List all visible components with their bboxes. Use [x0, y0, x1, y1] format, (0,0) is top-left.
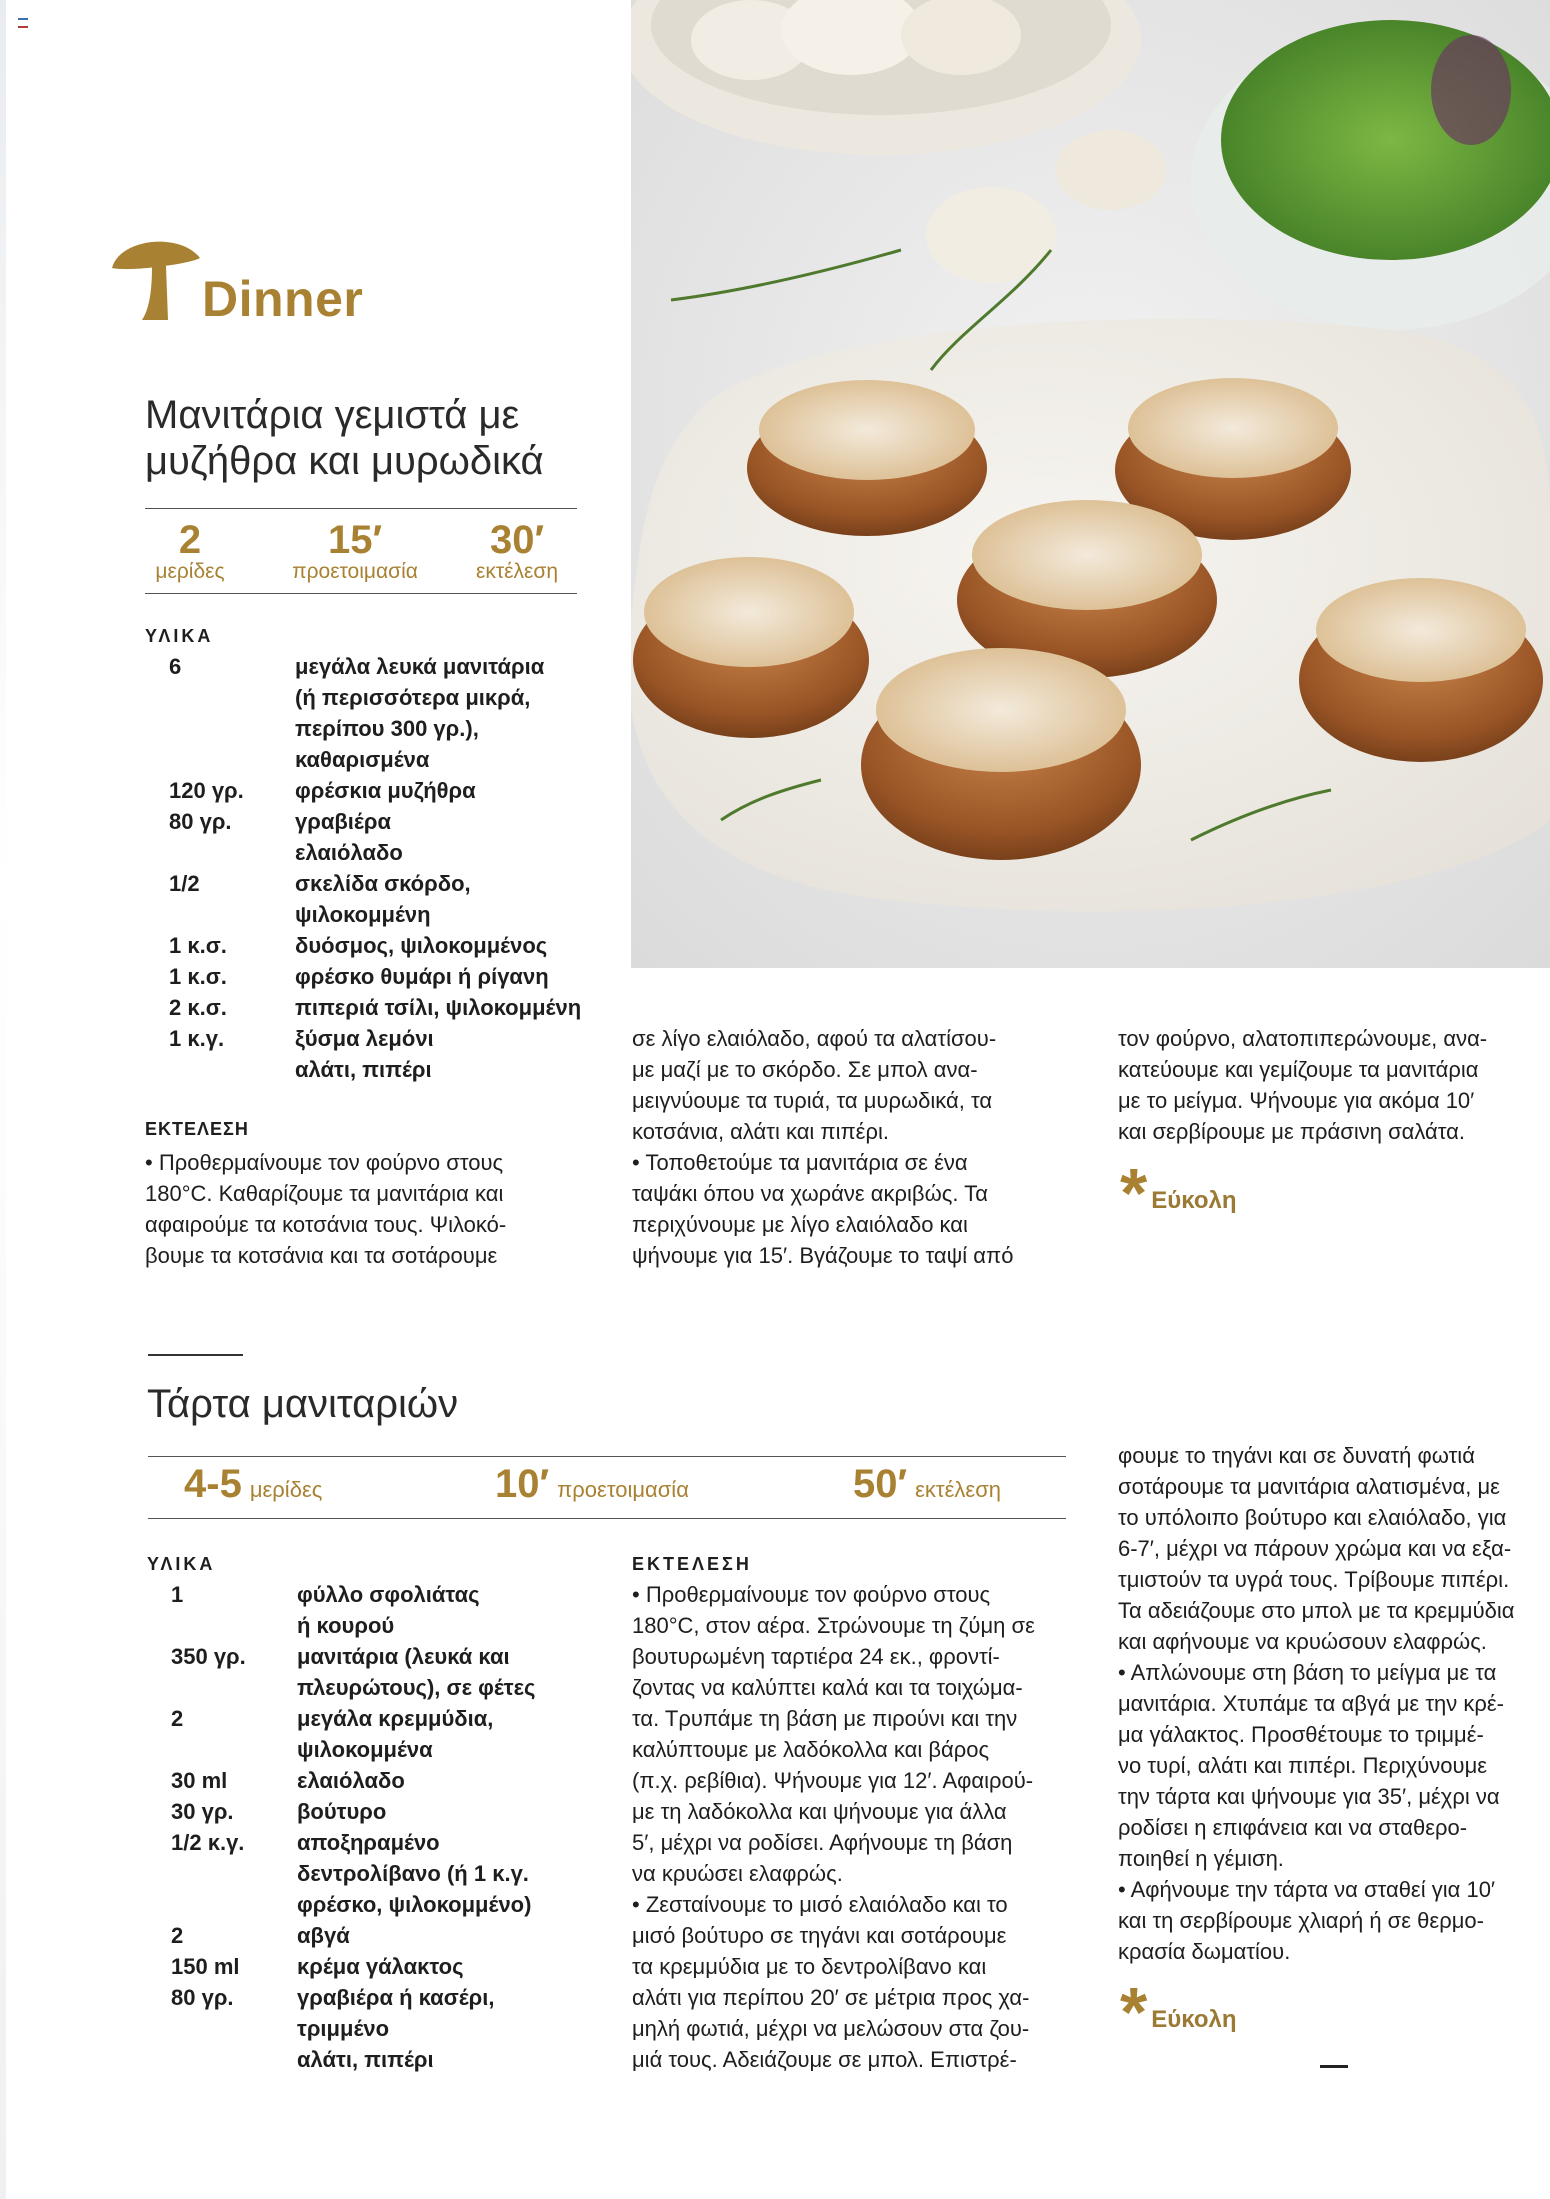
- ingredient-qty: [145, 713, 295, 744]
- ingredient-row: [147, 1889, 587, 1920]
- text-line: μειγνύουμε τα τυριά, τα μυρωδικά, τα: [632, 1088, 993, 1113]
- ingredient-row: [145, 837, 585, 868]
- text-line: τον φούρνο, αλατοπιπερώνουμε, ανα-: [1118, 1026, 1488, 1051]
- ingredient-qty: [147, 1858, 297, 1889]
- text-line: την τάρτα και ψήνουμε για 35′, μέχρι να: [1118, 1784, 1500, 1809]
- ingredient-qty: 150 ml: [171, 1954, 240, 1979]
- ingredient-item: αβγά: [297, 1923, 350, 1948]
- ingredient-row: [147, 1610, 587, 1641]
- ingredient-item: περίπου 300 γρ.),: [295, 716, 479, 741]
- ingredient-item: μεγάλα κρεμμύδια,: [297, 1706, 494, 1731]
- ingredient-qty: 120 γρ.: [169, 778, 244, 803]
- text-line: με τη λαδόκολλα και ψήνουμε για άλλα: [632, 1799, 1007, 1824]
- ingredient-row: [147, 1951, 587, 1982]
- ingredient-qty: 2: [171, 1706, 184, 1731]
- ingredient-item: πλευρώτους), σε φέτες: [297, 1675, 536, 1700]
- text-line: να κρυώσει ελαφρώς.: [632, 1861, 843, 1886]
- stat-label: προετοιμασία: [557, 1477, 689, 1502]
- stat-value: 4-5: [184, 1462, 242, 1506]
- recipe1-stat-cook: [457, 520, 577, 584]
- ingredient-row: [147, 1703, 587, 1734]
- ingredient-row: [145, 930, 585, 961]
- text-line: • Ζεσταίνουμε το μισό ελαιόλαδο και το: [632, 1892, 1008, 1917]
- ingredient-qty: [147, 2013, 297, 2044]
- ingredient-row: [147, 1796, 587, 1827]
- ingredient-row: [147, 1858, 587, 1889]
- text-line: μα γάλακτος. Προσθέτουμε το τριμμέ-: [1118, 1722, 1484, 1747]
- ingredient-row: [145, 961, 585, 992]
- ingredient-item: τριμμένο: [297, 2016, 390, 2041]
- ingredient-row: [145, 682, 585, 713]
- difficulty-label: Εύκολη: [1151, 2006, 1237, 2033]
- text-line: 180°C, στον αέρα. Στρώνουμε τη ζύμη σε: [632, 1613, 1035, 1638]
- stat-value: 50′: [853, 1462, 908, 1506]
- text-line: μισό βούτυρο σε τηγάνι και σοτάρουμε: [632, 1923, 1007, 1948]
- text-line: σε λίγο ελαιόλαδο, αφού τα αλατίσου-: [632, 1026, 997, 1051]
- ingredient-qty: 1 κ.γ.: [169, 1026, 225, 1051]
- ingredient-row: [145, 992, 585, 1023]
- text-line: 180°C. Καθαρίζουμε τα μανιτάρια και: [145, 1181, 504, 1206]
- ingredient-row: [145, 899, 585, 930]
- text-line: • Προθερμαίνουμε τον φούρνο στους: [632, 1582, 991, 1607]
- ingredient-item: φρέσκο θυμάρι ή ρίγανη: [295, 964, 549, 989]
- stat-label: εκτέλεση: [475, 560, 559, 583]
- recipe2-stat-prep: [495, 1462, 689, 1507]
- section-label: Dinner: [202, 271, 364, 327]
- mushroom-5: [1299, 578, 1543, 762]
- ingredient-qty: [145, 899, 295, 930]
- recipe1-title-line1: Μανιτάρια γεμιστά με: [145, 393, 520, 437]
- text-line: (π.χ. ρεβίθια). Ψήνουμε για 12′. Αφαιρού-: [632, 1768, 1034, 1793]
- text-line: και τη σερβίρουμε χλιαρή ή σε θερμο-: [1118, 1908, 1484, 1933]
- ingredient-qty: [147, 2044, 297, 2075]
- recipe1-title-line2: μυζήθρα και μυρωδικά: [145, 439, 544, 483]
- recipe1-difficulty-badge: [1120, 1154, 1237, 1232]
- ingredient-item: κρέμα γάλακτος: [297, 1954, 464, 1979]
- ingredient-item: μεγάλα λευκά μανιτάρια: [295, 654, 545, 679]
- stat-value: 10′: [495, 1462, 550, 1506]
- text-line: Τα αδειάζουμε στο μπολ με τα κρεμμύδια: [1118, 1598, 1515, 1623]
- ingredient-row: [147, 1579, 587, 1610]
- text-line: ταψάκι όπου να χωράνε ακριβώς. Τα: [632, 1181, 988, 1206]
- ingredient-row: [145, 1023, 585, 1054]
- ingredient-item: φρέσκο, ψιλοκομμένο): [297, 1892, 532, 1917]
- recipe2-method-col2: [632, 1579, 1092, 2075]
- text-line: • Τοποθετούμε τα μανιτάρια σε ένα: [632, 1150, 968, 1175]
- text-line: • Απλώνουμε στη βάση το μείγμα με τα: [1118, 1660, 1497, 1685]
- text-line: • Αφήνουμε την τάρτα να σταθεί για 10′: [1118, 1877, 1496, 1902]
- stuffed-mushrooms-photo: [631, 0, 1550, 968]
- recipe2-rule-bottom: [148, 1518, 1066, 1519]
- asterisk-icon: *: [1120, 1154, 1148, 1232]
- recipe1-stat-servings: [145, 520, 235, 584]
- ingredient-qty: 30 γρ.: [171, 1799, 234, 1824]
- ingredient-row: [145, 713, 585, 744]
- ingredient-row: [147, 1734, 587, 1765]
- text-line: κρασία δωματίου.: [1118, 1939, 1291, 1964]
- recipe1-ingredients-heading: ΥΛΙΚΑ: [145, 626, 214, 646]
- ingredient-row: [147, 1672, 587, 1703]
- text-line: 6-7′, μέχρι να πάρουν χρώμα και να εξα-: [1118, 1536, 1512, 1561]
- ingredient-row: [147, 1641, 587, 1672]
- ingredient-qty: [145, 682, 295, 713]
- ingredient-qty: [147, 1610, 297, 1641]
- recipe1-stats: [145, 518, 577, 583]
- recipe2-title-accent-line: [148, 1354, 243, 1356]
- ingredient-row: [147, 1765, 587, 1796]
- ingredient-item: αλάτι, πιπέρι: [295, 1057, 432, 1082]
- recipe1-ingredients: [145, 651, 585, 1085]
- text-line: με το μείγμα. Ψήνουμε για ακόμα 10′: [1118, 1088, 1475, 1113]
- ingredient-qty: 350 γρ.: [171, 1644, 246, 1669]
- text-line: κοτσάνια, αλάτι και πιπέρι.: [632, 1119, 889, 1144]
- ingredient-item: πιπεριά τσίλι, ψιλοκομμένη: [295, 995, 582, 1020]
- ingredient-item: ελαιόλαδο: [297, 1768, 405, 1793]
- text-line: τμιστούν τα υγρά τους. Τρίβουμε πιπέρι.: [1118, 1567, 1510, 1592]
- ingredient-row: [145, 806, 585, 837]
- text-line: με μαζί με το σκόρδο. Σε μπολ ανα-: [632, 1057, 978, 1082]
- stat-value: 2: [178, 518, 202, 562]
- recipe2-difficulty-badge: [1120, 1973, 1237, 2051]
- text-line: φουμε το τηγάνι και σε δυνατή φωτιά: [1118, 1443, 1475, 1468]
- recipe2-rule-top: [148, 1456, 1066, 1457]
- text-line: ζοντας να καλύπτει καλά και τα τοιχώμα-: [632, 1675, 1023, 1700]
- text-line: μηλή φωτιά, μέχρι να μελώσουν στα ζου-: [632, 2016, 1030, 2041]
- dinner-logo: [110, 228, 430, 328]
- ingredient-qty: [147, 1889, 297, 1920]
- stat-value: 30′: [489, 518, 545, 562]
- ingredient-item: γραβιέρα: [295, 809, 391, 834]
- stat-label: μερίδες: [249, 1477, 323, 1502]
- text-line: • Προθερμαίνουμε τον φούρνο στους: [145, 1150, 504, 1175]
- text-line: κατεύουμε και γεμίζουμε τα μανιτάρια: [1118, 1057, 1479, 1082]
- ingredient-qty: 1 κ.σ.: [169, 933, 227, 958]
- ingredient-qty: 1/2 κ.γ.: [171, 1830, 245, 1855]
- mushroom-1: [747, 380, 987, 536]
- recipe2-ingredients-heading: ΥΛΙΚΑ: [147, 1554, 216, 1574]
- ingredient-qty: 6: [169, 654, 182, 679]
- text-line: αλάτι για περίπου 20′ σε μέτρια προς χα-: [632, 1985, 1030, 2010]
- recipe2-method-col3: [1118, 1440, 1548, 1967]
- ingredient-row: [145, 868, 585, 899]
- ingredient-qty: 1: [171, 1582, 184, 1607]
- text-line: σοτάρουμε τα μανιτάρια αλατισμένα, με: [1118, 1474, 1500, 1499]
- recipe1-method-col2: [632, 1023, 1092, 1271]
- recipe1-rule-bottom: [145, 593, 577, 594]
- ingredient-row: [147, 1920, 587, 1951]
- ingredient-row: [145, 775, 585, 806]
- ingredient-item: ξύσμα λεμόνι: [295, 1026, 434, 1051]
- recipe2-stats: [184, 1462, 1064, 1514]
- ingredient-item: μανιτάρια (λευκά και: [297, 1644, 510, 1669]
- ingredient-qty: 1 κ.σ.: [169, 964, 227, 989]
- text-line: και σερβίρουμε με πράσινη σαλάτα.: [1118, 1119, 1465, 1144]
- difficulty-label: Εύκολη: [1151, 1187, 1237, 1214]
- recipe1-rule-top: [145, 508, 577, 509]
- ingredient-qty: 2 κ.σ.: [169, 995, 227, 1020]
- text-line: μιά τους. Αδειάζουμε σε μπολ. Επιστρέ-: [632, 2047, 1017, 2072]
- ingredient-row: [145, 651, 585, 682]
- ingredient-item: (ή περισσότερα μικρά,: [295, 685, 531, 710]
- ingredient-item: βούτυρο: [297, 1799, 387, 1824]
- recipe1-method-col1: [145, 1147, 595, 1271]
- ingredient-item: ελαιόλαδο: [295, 840, 403, 865]
- ingredient-item: δυόσμος, ψιλοκομμένος: [295, 933, 548, 958]
- ingredient-item: ψιλοκομμένα: [297, 1737, 433, 1762]
- recipe2-stat-servings: [184, 1462, 322, 1507]
- text-line: καλύπτουμε με λαδόκολλα και βάρος: [632, 1737, 990, 1762]
- ingredient-row: [147, 2044, 587, 2075]
- ingredient-item: καθαρισμένα: [295, 747, 430, 772]
- ingredient-qty: 80 γρ.: [171, 1985, 234, 2010]
- ingredient-item: αποξηραμένο: [297, 1830, 440, 1855]
- ingredient-row: [147, 2013, 587, 2044]
- text-line: αφαιρούμε τα κοτσάνια τους. Ψιλοκό-: [145, 1212, 507, 1237]
- ingredient-item: δεντρολίβανο (ή 1 κ.γ.: [297, 1861, 529, 1886]
- stat-label: μερίδες: [155, 560, 225, 583]
- end-mark: [1320, 2065, 1348, 2068]
- ingredient-qty: [147, 1734, 297, 1765]
- ingredient-item: φρέσκια μυζήθρα: [295, 778, 476, 803]
- text-line: και αφήνουμε να κρυώσουν ελαφρώς.: [1118, 1629, 1487, 1654]
- recipe2-title: Τάρτα μανιταριών: [147, 1382, 459, 1426]
- mushroom-3: [633, 557, 869, 738]
- mushroom-logo-icon: [110, 228, 202, 324]
- ingredient-item: ή κουρού: [297, 1613, 395, 1638]
- recipe2-stat-cook: [853, 1462, 1001, 1507]
- ingredient-item: φύλλο σφολιάτας: [297, 1582, 480, 1607]
- ingredient-qty: [145, 1054, 295, 1085]
- ingredient-qty: 1/2: [169, 871, 200, 896]
- recipe2-method-heading: ΕΚΤΕΛΕΣΗ: [632, 1554, 752, 1574]
- ingredient-item: ψιλοκομμένη: [295, 902, 431, 927]
- ingredient-row: [147, 1982, 587, 2013]
- ingredient-item: σκελίδα σκόρδο,: [295, 871, 471, 896]
- ingredient-qty: [145, 837, 295, 868]
- text-line: βουτυρωμένη ταρτιέρα 24 εκ., φροντί-: [632, 1644, 1000, 1669]
- text-line: βουμε τα κοτσάνια και τα σοτάρουμε: [145, 1243, 498, 1268]
- ingredient-item: γραβιέρα ή κασέρι,: [297, 1985, 495, 2010]
- stat-value: 15′: [327, 518, 383, 562]
- ingredient-qty: [145, 744, 295, 775]
- page-edge: [0, 0, 6, 2199]
- ingredient-row: [145, 1054, 585, 1085]
- text-line: 5′, μέχρι να ροδίσει. Αφήνουμε τη βάση: [632, 1830, 1013, 1855]
- text-line: ποιηθεί η γέμιση.: [1118, 1846, 1284, 1871]
- text-line: ψήνουμε για 15′. Βγάζουμε το ταψί από: [632, 1243, 1014, 1268]
- asterisk-icon: *: [1120, 1973, 1148, 2051]
- ingredient-row: [147, 1827, 587, 1858]
- ingredient-qty: 30 ml: [171, 1768, 228, 1793]
- text-line: ροδίσει η επιφάνεια και να σταθερο-: [1118, 1815, 1468, 1840]
- recipe1-title: [145, 392, 605, 484]
- text-line: τα κρεμμύδια με το δεντρολίβανο και: [632, 1954, 987, 1979]
- ingredient-qty: 2: [171, 1923, 184, 1948]
- text-line: τα. Τρυπάμε τη βάση με πιρούνι και την: [632, 1706, 1018, 1731]
- text-line: το υπόλοιπο βούτυρο και ελαιόλαδο, για: [1118, 1505, 1507, 1530]
- food-photo-illustration: [631, 0, 1550, 968]
- recipe1-stat-prep: [275, 520, 435, 584]
- ingredient-item: αλάτι, πιπέρι: [297, 2047, 434, 2072]
- corner-mark: [18, 18, 28, 28]
- ingredient-row: [145, 744, 585, 775]
- stat-label: προετοιμασία: [292, 560, 418, 583]
- stat-label: εκτέλεση: [915, 1477, 1002, 1502]
- recipe1-method-heading: ΕΚΤΕΛΕΣΗ: [145, 1119, 249, 1139]
- recipe1-method-col3: [1118, 1023, 1548, 1147]
- text-line: περιχύνουμε με λίγο ελαιόλαδο και: [632, 1212, 968, 1237]
- text-line: μανιτάρια. Χτυπάμε τα αβγά με την κρέ-: [1118, 1691, 1504, 1716]
- ingredient-qty: [147, 1672, 297, 1703]
- mushroom-6: [861, 648, 1141, 860]
- ingredient-qty: 80 γρ.: [169, 809, 232, 834]
- recipe2-ingredients: [147, 1579, 587, 2075]
- text-line: νο τυρί, αλάτι και πιπέρι. Περιχύνουμε: [1118, 1753, 1488, 1778]
